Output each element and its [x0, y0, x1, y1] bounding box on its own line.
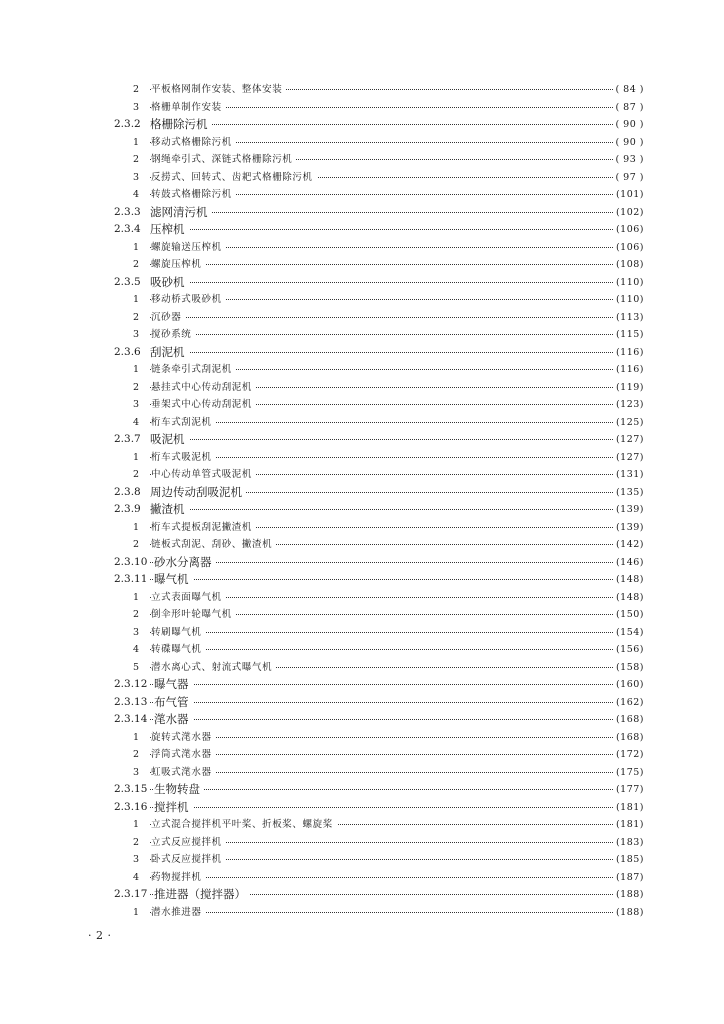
toc-entry-page: (113) — [615, 311, 644, 323]
toc-entry-page: (148) — [615, 591, 644, 603]
toc-entry-page: (131) — [615, 469, 644, 480]
toc-entry-title: 悬挂式中心传动刮泥机 — [151, 379, 256, 397]
toc-item-entry — [0, 641, 724, 659]
toc-item-entry — [0, 81, 724, 99]
toc-entry-title: 链条牵引式刮泥机 — [151, 361, 236, 379]
toc-item-entry — [0, 396, 724, 414]
toc-entry-title: 转刷曝气机 — [151, 624, 206, 642]
toc-entry-number: 3 — [133, 399, 140, 410]
toc-entry-title: 滤网清污机 — [150, 204, 212, 222]
toc-entry-page: (168) — [615, 714, 644, 725]
dot-leader — [150, 229, 613, 230]
toc-entry-page: (110) — [615, 276, 644, 288]
toc-entry-title: 推进器（搅拌器） — [154, 886, 250, 904]
toc-entry-page: ( 93 ) — [615, 154, 644, 165]
toc-item-entry — [0, 449, 724, 467]
toc-entry-title: 曝气器 — [154, 676, 193, 694]
toc-entry-number: 2.3.2 — [114, 118, 141, 130]
toc-entry-page: (123) — [615, 399, 644, 410]
toc-item-entry — [0, 816, 724, 834]
dot-leader — [150, 579, 613, 580]
toc-item-entry — [0, 186, 724, 204]
toc-entry-page: (139) — [615, 504, 644, 515]
toc-entry-title: 钢绳牵引式、深链式格栅除污机 — [151, 151, 296, 169]
toc-entry-title: 链板式刮泥、刮砂、撇渣机 — [151, 536, 276, 554]
toc-item-entry — [0, 869, 724, 887]
toc-entry-number: 2.3.8 — [114, 485, 141, 498]
toc-entry-number: 1 — [133, 451, 140, 463]
toc-entry-title: 格栅单制作安装 — [151, 99, 226, 117]
toc-entry-page: ( 97 ) — [615, 171, 644, 183]
toc-entry-title: 反捞式、回转式、齿耙式格栅除污机 — [151, 169, 317, 187]
dot-leader — [150, 719, 613, 720]
toc-entry-title: 转碟曝气机 — [151, 641, 206, 659]
toc-entry-title: 格栅除污机 — [150, 116, 212, 134]
toc-entry-title: 桁车式刮泥机 — [151, 414, 216, 432]
toc-entry-page: (181) — [615, 801, 644, 813]
toc-item-entry — [0, 536, 724, 554]
toc-entry-page: (150) — [615, 609, 644, 620]
toc-entry-title: 桁车式吸泥机 — [151, 449, 216, 467]
dot-leader — [150, 702, 613, 703]
toc-entry-page: (188) — [615, 906, 644, 918]
toc-entry-title: 转鼓式格栅除污机 — [151, 186, 236, 204]
toc-entry-number: 2 — [133, 609, 140, 620]
toc-item-entry — [0, 134, 724, 152]
toc-item-entry — [0, 624, 724, 642]
dot-leader — [150, 562, 613, 563]
toc-entry-number: 2 — [133, 539, 140, 550]
toc-entry-title: 生物转盘 — [154, 781, 204, 799]
toc-item-entry — [0, 764, 724, 782]
toc-entry-title: 虹吸式滗水器 — [151, 764, 216, 782]
dot-leader — [150, 737, 613, 738]
toc-entry-number: 2.3.16 — [114, 800, 148, 813]
toc-item-entry — [0, 169, 724, 187]
dot-leader — [150, 282, 613, 283]
toc-entry-page: (139) — [615, 521, 644, 533]
toc-entry-number: 3 — [133, 329, 140, 340]
toc-entry-number: 3 — [133, 766, 140, 778]
toc-entry-page: (116) — [615, 364, 644, 375]
toc-entry-title: 垂架式中心传动刮泥机 — [151, 396, 256, 414]
toc-item-entry — [0, 466, 724, 484]
dot-leader — [150, 632, 613, 633]
toc-section-entry — [0, 116, 724, 134]
toc-entry-title: 吸砂机 — [150, 274, 189, 292]
dot-leader — [150, 912, 613, 913]
toc-entry-number: 2.3.5 — [114, 275, 141, 288]
toc-entry-title: 药物搅拌机 — [151, 869, 206, 887]
toc-entry-page: (172) — [615, 749, 644, 760]
toc-item-entry — [0, 851, 724, 869]
toc-entry-page: (127) — [615, 434, 644, 445]
toc-entry-title: 卧式反应搅拌机 — [151, 851, 226, 869]
toc-entry-page: (185) — [615, 854, 644, 865]
toc-entry-number: 1 — [133, 294, 140, 305]
toc-entry-number: 3 — [133, 101, 140, 113]
toc-entry-title: 桁车式提板刮泥撇渣机 — [151, 519, 256, 537]
toc-entry-page: (127) — [615, 451, 644, 463]
toc-entry-page: (119) — [615, 381, 644, 393]
toc-section-entry — [0, 676, 724, 694]
dot-leader — [150, 212, 613, 213]
toc-entry-number: 4 — [133, 644, 140, 655]
toc-entry-number: 2.3.17 — [114, 888, 148, 900]
toc-item-entry — [0, 834, 724, 852]
toc-entry-title: 周边传动刮吸泥机 — [150, 484, 246, 502]
toc-entry-title: 搅砂系统 — [151, 326, 195, 344]
page-number: · 2 · — [88, 929, 112, 942]
toc-entry-title: 螺旋压榨机 — [151, 256, 206, 274]
toc-entry-number: 4 — [133, 189, 140, 200]
toc-entry-page: (142) — [615, 539, 644, 550]
dot-leader — [150, 352, 613, 353]
toc-entry-title: 布气管 — [154, 694, 193, 712]
toc-entry-number: 2.3.14 — [114, 713, 148, 725]
dot-leader — [150, 317, 613, 318]
toc-entry-number: 1 — [133, 591, 140, 603]
toc-entry-number: 3 — [133, 171, 140, 183]
toc-entry-page: (148) — [615, 574, 644, 585]
toc-entry-page: (110) — [615, 294, 644, 305]
toc-entry-number: 5 — [133, 661, 140, 673]
toc-entry-number: 2 — [133, 259, 140, 270]
toc-item-entry — [0, 326, 724, 344]
dot-leader — [150, 649, 613, 650]
toc-entry-page: (187) — [615, 871, 644, 883]
toc-entry-page: ( 84 ) — [615, 84, 644, 95]
toc-entry-number: 2 — [133, 469, 140, 480]
toc-entry-number: 2.3.9 — [114, 503, 141, 515]
toc-entry-page: (116) — [615, 346, 644, 358]
toc-entry-page: (146) — [615, 556, 644, 568]
toc-entry-title: 压榨机 — [150, 221, 189, 239]
toc-item-entry — [0, 746, 724, 764]
toc-section-entry — [0, 571, 724, 589]
dot-leader — [150, 789, 613, 790]
toc-entry-title: 平板格网制作安装、整体安装 — [151, 81, 286, 99]
dot-leader — [150, 124, 613, 125]
toc-entry-number: 1 — [133, 731, 140, 743]
dot-leader — [150, 509, 613, 510]
toc-item-entry — [0, 361, 724, 379]
dot-leader — [150, 684, 613, 685]
toc-entry-title: 潜水离心式、射流式曝气机 — [151, 659, 276, 677]
toc-entry-page: (102) — [615, 206, 644, 218]
toc-entry-page: (162) — [615, 696, 644, 708]
toc-entry-title: 立式表面曝气机 — [151, 589, 226, 607]
toc-item-entry — [0, 291, 724, 309]
toc-entry-title: 螺旋输送压榨机 — [151, 239, 226, 257]
toc-entry-page: ( 87 ) — [615, 101, 644, 113]
toc-entry-page: (175) — [615, 766, 644, 778]
toc-item-entry — [0, 379, 724, 397]
toc-entry-number: 2 — [133, 154, 140, 165]
toc-item-entry — [0, 151, 724, 169]
toc-section-entry — [0, 711, 724, 729]
toc-section-entry — [0, 431, 724, 449]
toc-entry-number: 2.3.11 — [114, 573, 148, 585]
toc-entry-page: (181) — [615, 819, 644, 830]
dot-leader — [150, 264, 613, 265]
toc-entry-number: 2 — [133, 381, 140, 393]
dot-leader — [150, 439, 613, 440]
toc-entry-page: (160) — [615, 679, 644, 690]
toc-item-entry — [0, 519, 724, 537]
toc-entry-number: 2.3.7 — [114, 433, 141, 445]
toc-item-entry — [0, 309, 724, 327]
toc-entry-page: (106) — [615, 241, 644, 253]
toc-entry-number: 3 — [133, 626, 140, 638]
toc-entry-page: (135) — [615, 486, 644, 498]
toc-entry-title: 滗水器 — [154, 711, 193, 729]
toc-entry-number: 1 — [133, 819, 140, 830]
toc-section-entry — [0, 344, 724, 362]
toc-entry-title: 倒伞形叶轮曝气机 — [151, 606, 236, 624]
dot-leader — [150, 422, 613, 423]
toc-section-entry — [0, 221, 724, 239]
toc-entry-page: (168) — [615, 731, 644, 743]
table-of-contents — [0, 81, 724, 921]
toc-entry-number: 2 — [133, 836, 140, 848]
toc-item-entry — [0, 729, 724, 747]
dot-leader — [150, 807, 613, 808]
toc-section-entry — [0, 274, 724, 292]
toc-entry-number: 1 — [133, 521, 140, 533]
toc-entry-title: 砂水分离器 — [154, 554, 216, 572]
toc-item-entry — [0, 904, 724, 922]
toc-entry-title: 立式反应搅拌机 — [151, 834, 226, 852]
toc-section-entry — [0, 484, 724, 502]
toc-entry-number: 1 — [133, 136, 140, 148]
toc-entry-number: 2.3.15 — [114, 783, 148, 795]
toc-entry-title: 刮泥机 — [150, 344, 189, 362]
toc-entry-page: (188) — [615, 889, 644, 900]
dot-leader — [150, 334, 613, 335]
toc-section-entry — [0, 204, 724, 222]
toc-entry-page: ( 90 ) — [615, 136, 644, 148]
toc-entry-title: 立式混合搅拌机平叶桨、折板桨、螺旋桨 — [151, 816, 337, 834]
dot-leader — [150, 457, 613, 458]
toc-item-entry — [0, 256, 724, 274]
dot-leader — [150, 772, 613, 773]
toc-entry-title: 曝气机 — [154, 571, 193, 589]
toc-entry-page: (177) — [615, 784, 644, 795]
toc-entry-number: 4 — [133, 871, 140, 883]
toc-entry-page: (125) — [615, 416, 644, 428]
toc-entry-number: 4 — [133, 416, 140, 428]
toc-section-entry — [0, 554, 724, 572]
toc-entry-title: 搅拌机 — [154, 799, 193, 817]
toc-entry-number: 1 — [133, 241, 140, 253]
toc-entry-number: 2.3.12 — [114, 678, 148, 690]
toc-item-entry — [0, 99, 724, 117]
toc-entry-number: 1 — [133, 364, 140, 375]
toc-item-entry — [0, 414, 724, 432]
toc-item-entry — [0, 589, 724, 607]
toc-entry-number: 2.3.13 — [114, 695, 148, 708]
toc-entry-page: (158) — [615, 661, 644, 673]
toc-entry-number: 3 — [133, 854, 140, 865]
toc-entry-page: (156) — [615, 644, 644, 655]
toc-entry-number: 2 — [133, 311, 140, 323]
toc-entry-page: (154) — [615, 626, 644, 638]
toc-entry-number: 1 — [133, 906, 140, 918]
toc-entry-page: (106) — [615, 224, 644, 235]
toc-entry-number: 2.3.3 — [114, 205, 141, 218]
toc-item-entry — [0, 606, 724, 624]
toc-item-entry — [0, 239, 724, 257]
toc-entry-title: 旋转式滗水器 — [151, 729, 216, 747]
toc-entry-title: 潜水推进器 — [151, 904, 206, 922]
toc-entry-title: 浮筒式滗水器 — [151, 746, 216, 764]
toc-entry-number: 2 — [133, 84, 140, 95]
toc-entry-page: (101) — [615, 189, 644, 200]
toc-entry-title: 吸泥机 — [150, 431, 189, 449]
toc-section-entry — [0, 781, 724, 799]
toc-entry-page: (183) — [615, 836, 644, 848]
toc-entry-title: 撇渣机 — [150, 501, 189, 519]
toc-entry-title: 沉砂器 — [151, 309, 185, 327]
toc-entry-number: 2.3.6 — [114, 345, 141, 358]
toc-section-entry — [0, 799, 724, 817]
toc-entry-number: 2 — [133, 749, 140, 760]
toc-entry-title: 移动式格栅除污机 — [151, 134, 236, 152]
toc-section-entry — [0, 886, 724, 904]
dot-leader — [150, 877, 613, 878]
toc-entry-page: (108) — [615, 259, 644, 270]
toc-entry-number: 2.3.4 — [114, 223, 141, 235]
toc-entry-page: (115) — [615, 329, 644, 340]
toc-entry-number: 2.3.10 — [114, 555, 148, 568]
toc-item-entry — [0, 659, 724, 677]
toc-entry-title: 中心传动单管式吸泥机 — [151, 466, 256, 484]
toc-section-entry — [0, 694, 724, 712]
toc-entry-page: ( 90 ) — [615, 119, 644, 130]
toc-entry-title: 移动桥式吸砂机 — [151, 291, 226, 309]
dot-leader — [150, 754, 613, 755]
toc-section-entry — [0, 501, 724, 519]
